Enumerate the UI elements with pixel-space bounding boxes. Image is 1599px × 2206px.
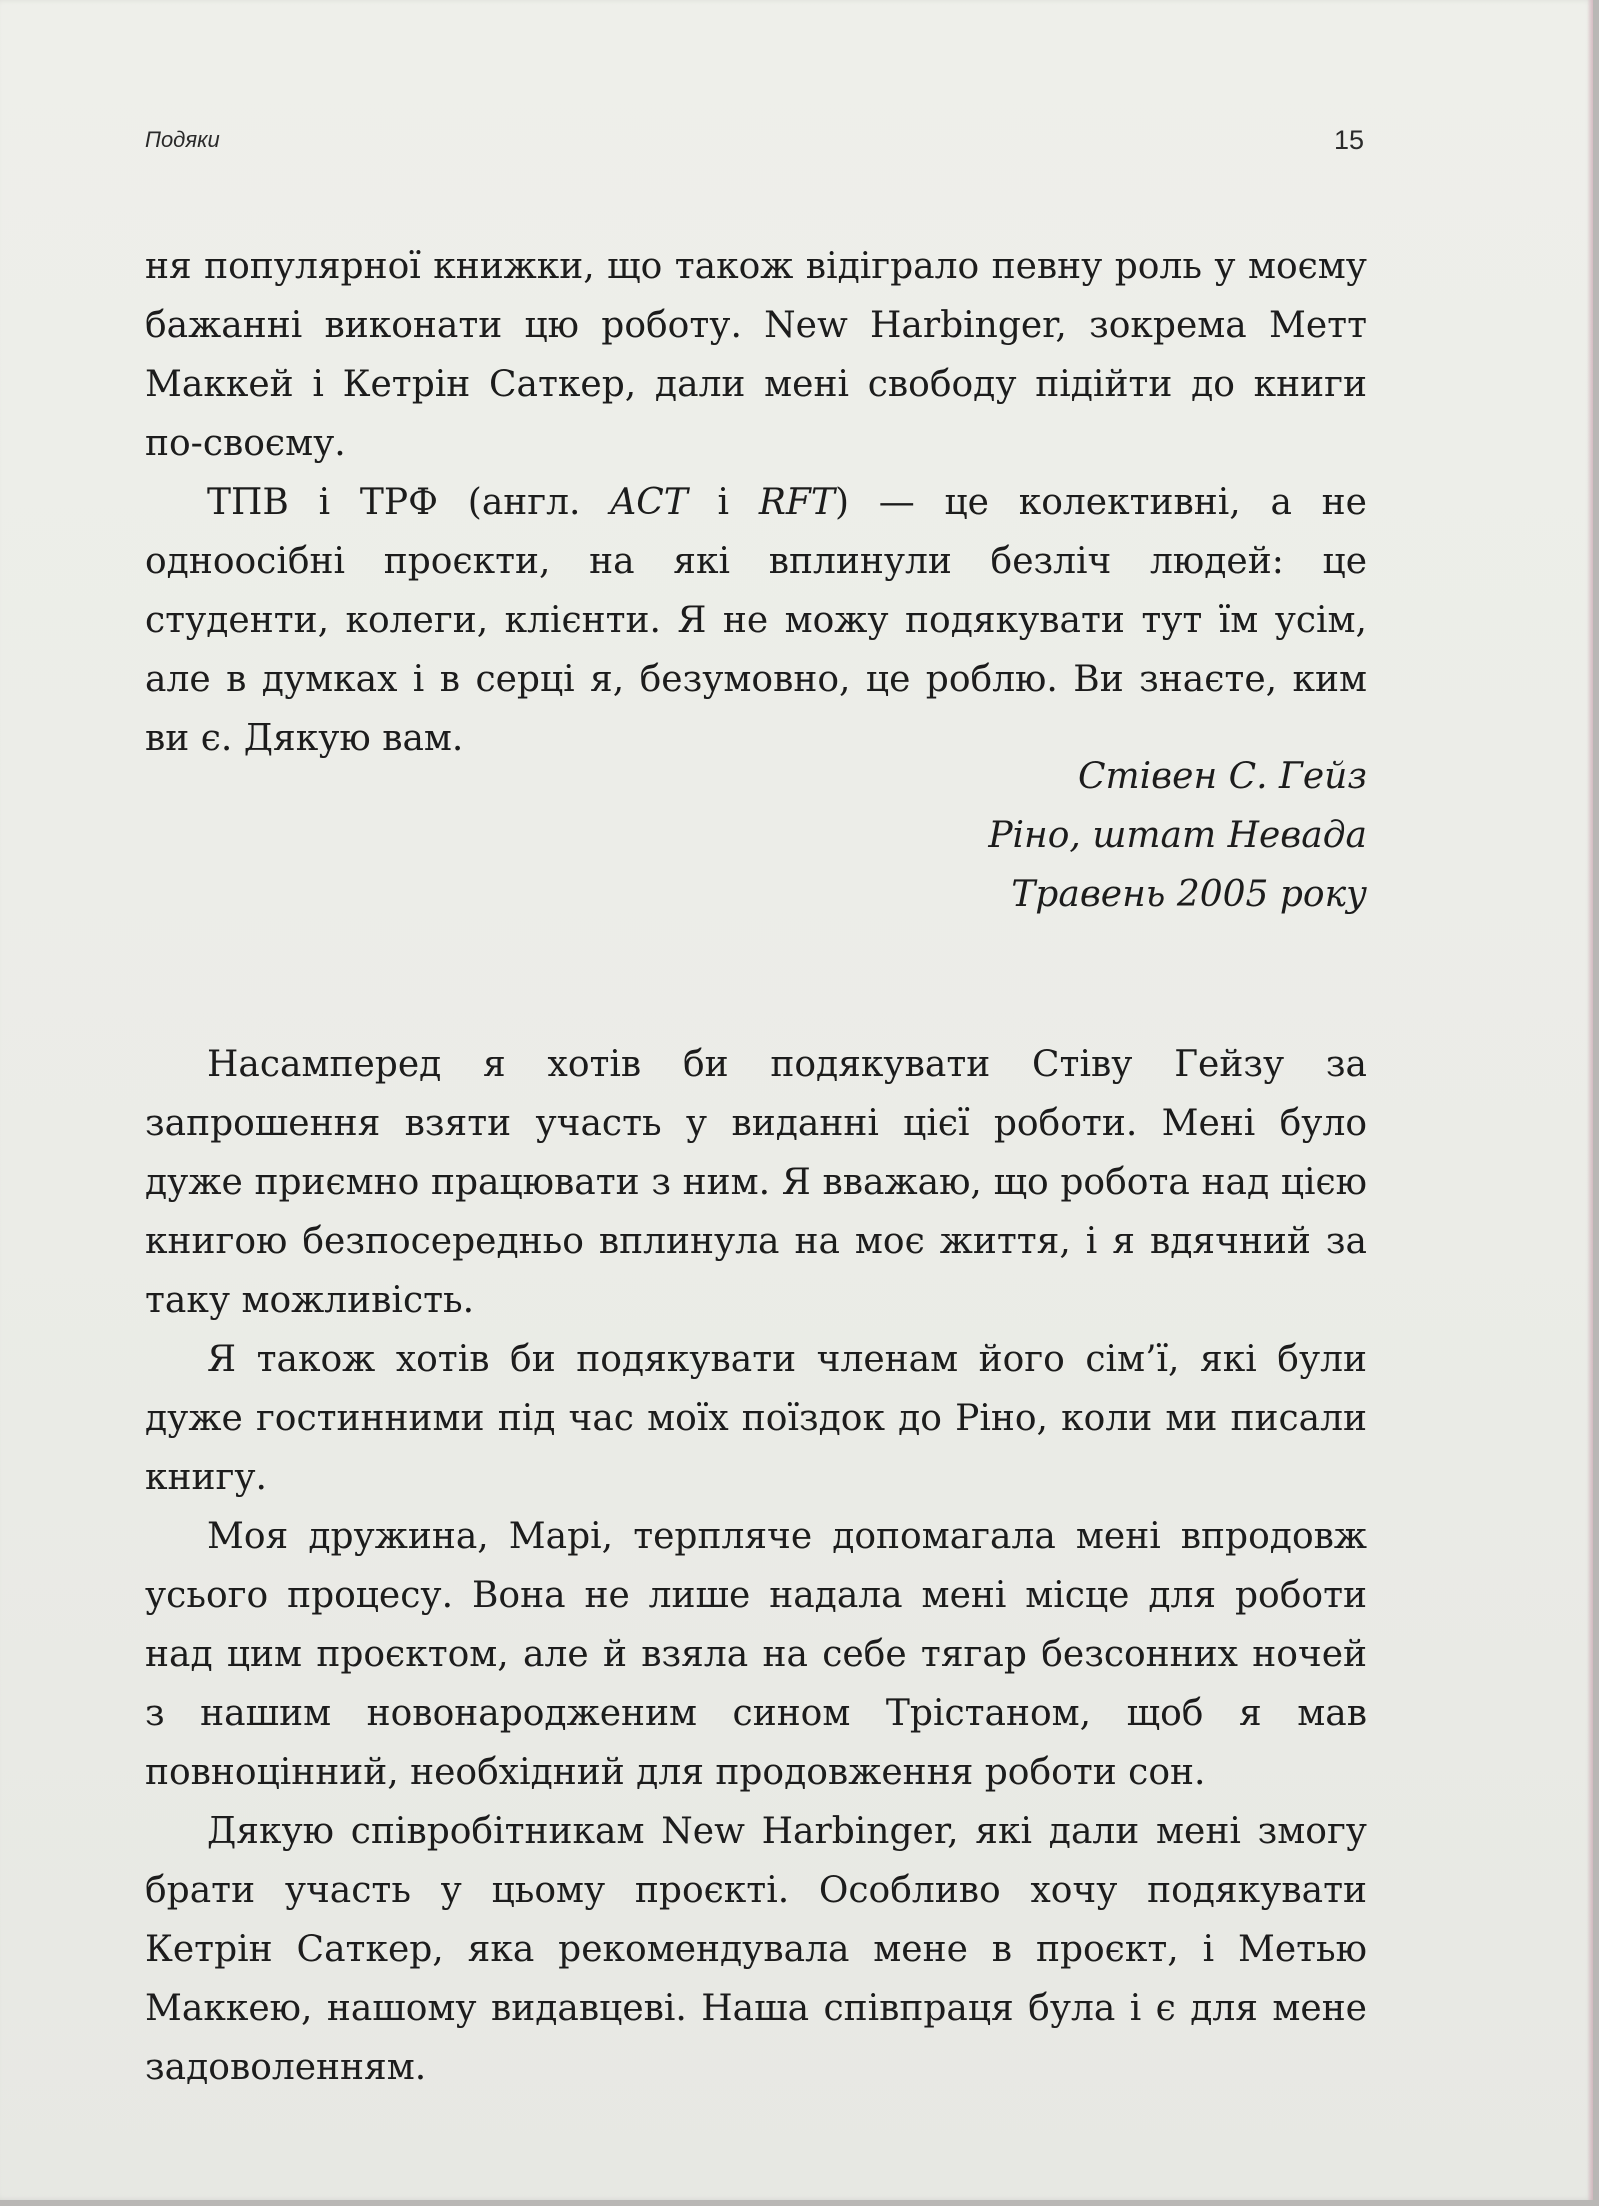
text-block-bottom	[145, 1035, 1367, 2097]
paragraph-act-rft-start: ТПВ і ТРФ (англ.	[207, 482, 611, 523]
term-rft: RFT	[758, 482, 835, 523]
paragraph-thanks-family: Я також хотів би подякувати членам його сім’ї, які були дуже гостинними під час моїх поїздок до Ріно, коли ми писали книгу.	[145, 1339, 1367, 1498]
running-title: Подяки	[145, 127, 220, 152]
signature-name: Стівен С. Гейз	[1077, 756, 1367, 797]
paragraph-act-rft-end: ) — це колективні, а не одноосібні проєкти, на які вплинули безліч людей: це студенти, колеги, клієнти. Я не можу подякувати тут їм усім, але в думках і в серці я, безумовно, це роблю. Ви знаєте, ким ви є. Дякую вам.	[145, 482, 1367, 759]
paragraph-thanks-wife: Моя дружина, Марі, терпляче допомагала мені впродовж усього процесу. Вона не лише надала мені місце для роботи над цим проєктом, але й взяла на себе тягар безсонних ночей з нашим новонародженим сином Трістаном, щоб я мав повноцінний, необхідний для продовження роботи сон.	[145, 1516, 1367, 1793]
paragraph-thanks-publisher: Дякую співробітникам New Harbinger, які дали мені змогу брати участь у цьому проєкті. Особливо хочу подякувати Кетрін Саткер, яка рекомендувала мене в проєкт, і Метью Маккею, нашому видавцеві. Наша співпраця була і є для мене задоволенням.	[145, 1811, 1367, 2088]
conjunction: і	[687, 482, 759, 523]
signature-place: Ріно, штат Невада	[988, 815, 1367, 856]
paragraph-act-rft	[145, 473, 1367, 768]
paragraph-thanks-steve: Насамперед я хотів би подякувати Стіву Гейзу за запрошення взяти участь у виданні цієї роботи. Мені було дуже приємно працювати з ним. Я вважаю, що робота над цією книгою безпосередньо вплинула на моє життя, і я вдячний за таку можливість.	[145, 1044, 1367, 1321]
signature-block	[700, 747, 1367, 924]
text-block-top	[145, 237, 1367, 768]
term-act: ACT	[610, 482, 688, 523]
page-number: 15	[1334, 125, 1365, 155]
signature-date: Травень 2005 року	[1011, 874, 1367, 915]
paragraph-continuation: ня популярної книжки, що також відіграло певну роль у моєму бажанні виконати цю роботу. New Harbinger, зокрема Метт Маккей і Кетрін Саткер, дали мені свободу підійти до книги по-своєму.	[145, 246, 1367, 464]
